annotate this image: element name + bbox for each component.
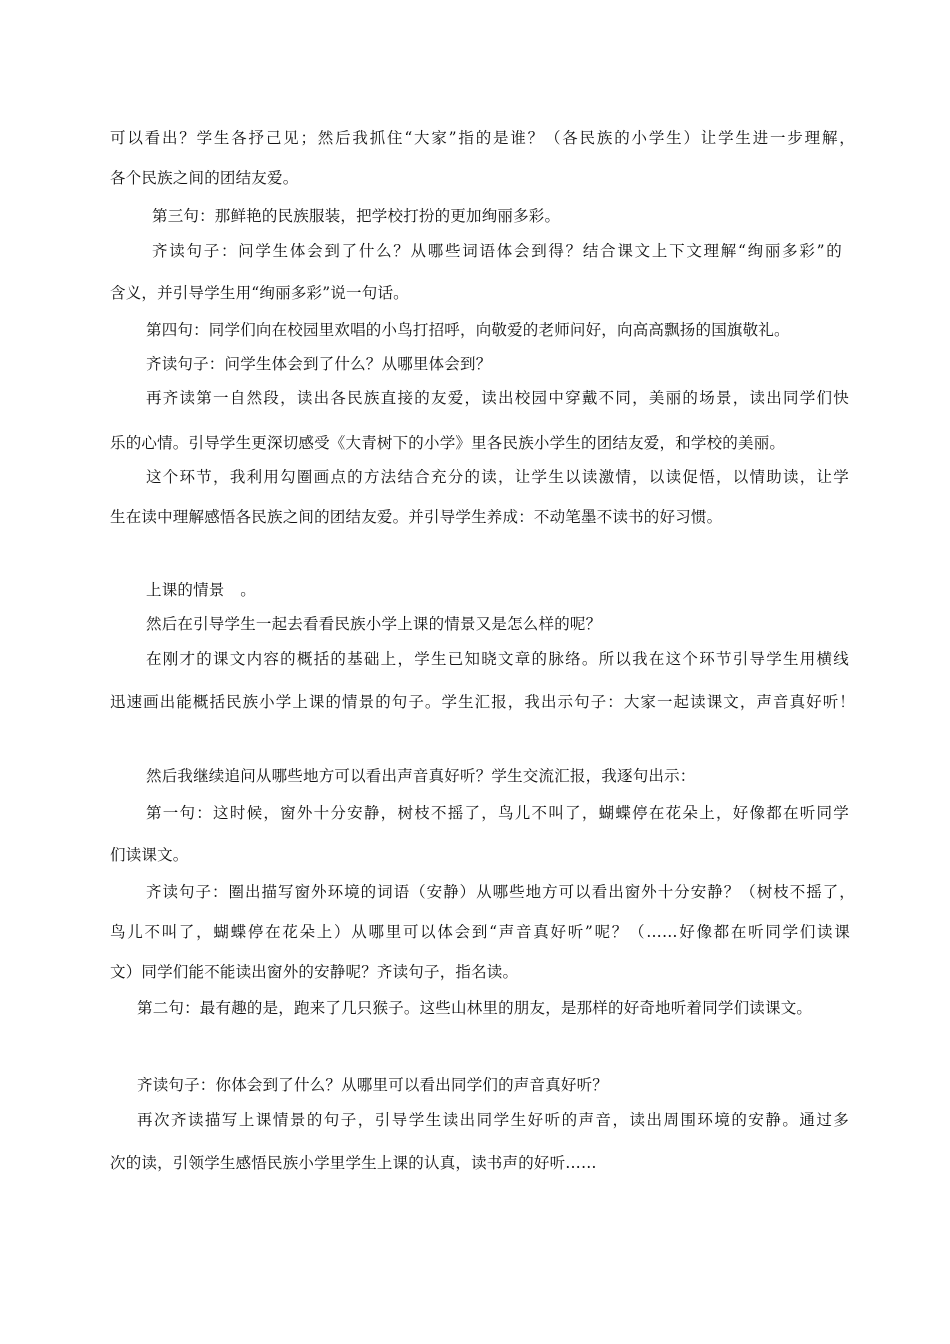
- text-line: 再齐读第一自然段，读出各民族直接的友爱，读出校园中穿戴不同，美丽的场景，读出同学们快: [146, 389, 849, 407]
- text-line: 第二句：最有趣的是，跑来了几只猴子。这些山林里的朋友，是那样的好奇地听着同学们读课文。: [137, 999, 813, 1017]
- text-line: 迅速画出能概括民族小学上课的情景的句子。学生汇报，我出示句子：大家一起读课文，声音真好听！: [110, 693, 855, 711]
- text-line: 然后我继续追问从哪些地方可以看出声音真好听？学生交流汇报，我逐句出示：: [146, 767, 696, 785]
- text-line: 然后在引导学生一起去看看民族小学上课的情景又是怎么样的呢？: [146, 615, 602, 633]
- text-line: 各个民族之间的团结友爱。: [110, 169, 299, 187]
- text-line: 齐读句子：问学生体会到了什么？从哪里体会到？: [146, 355, 492, 373]
- text-line: 次的读，引领学生感悟民族小学里学生上课的认真，读书声的好听……: [110, 1154, 597, 1172]
- text-line: 乐的心情。引导学生更深切感受《大青树下的小学》里各民族小学生的团结友爱，和学校的美丽。: [110, 434, 786, 452]
- text-line: 这个环节，我利用勾圈画点的方法结合充分的读，让学生以读激情，以读促悟，以情助读，让学: [146, 468, 849, 486]
- text-line: 齐读句子：问学生体会到了什么？从哪些词语体会到得？结合课文上下文理解“绚丽多彩”的: [152, 242, 842, 260]
- section-heading: 上课的情景 。: [146, 581, 256, 599]
- text-line: 生在读中理解感悟各民族之间的团结友爱。并引导学生养成：不动笔墨不读书的好习惯。: [110, 508, 723, 526]
- text-line: 第三句：那鲜艳的民族服装，把学校打扮的更加绚丽多彩。: [152, 207, 561, 225]
- text-line: 鸟儿不叫了，蝴蝶停在花朵上）从哪里可以体会到“声音真好听”呢？（……好像都在听同学们读课: [110, 923, 850, 941]
- text-line: 齐读句子：你体会到了什么？从哪里可以看出同学们的声音真好听？: [137, 1076, 609, 1094]
- text-line: 含义，并引导学生用“绚丽多彩”说一句话。: [110, 284, 409, 302]
- text-line: 文）同学们能不能读出窗外的安静呢？齐读句子，指名读。: [110, 963, 519, 981]
- text-line: 再次齐读描写上课情景的句子，引导学生读出同学生好听的声音，读出周围环境的安静。通过多: [137, 1111, 849, 1129]
- text-line: 第四句：同学们向在校园里欢唱的小鸟打招呼，向敬爱的老师问好，向高高飘扬的国旗敬礼。: [146, 321, 790, 339]
- text-line: 们读课文。: [110, 846, 189, 864]
- text-line: 可以看出？学生各抒己见；然后我抓住“大家”指的是谁？（各民族的小学生）让学生进一步理解，: [110, 129, 855, 147]
- text-line: 齐读句子：圈出描写窗外环境的词语（安静）从哪些地方可以看出窗外十分安静？（树枝不摇了，: [146, 883, 855, 901]
- text-line: 第一句：这时候，窗外十分安静，树枝不摇了，鸟儿不叫了，蝴蝶停在花朵上，好像都在听同学: [146, 804, 849, 822]
- text-line: 在刚才的课文内容的概括的基础上，学生已知晓文章的脉络。所以我在这个环节引导学生用横线: [146, 650, 849, 668]
